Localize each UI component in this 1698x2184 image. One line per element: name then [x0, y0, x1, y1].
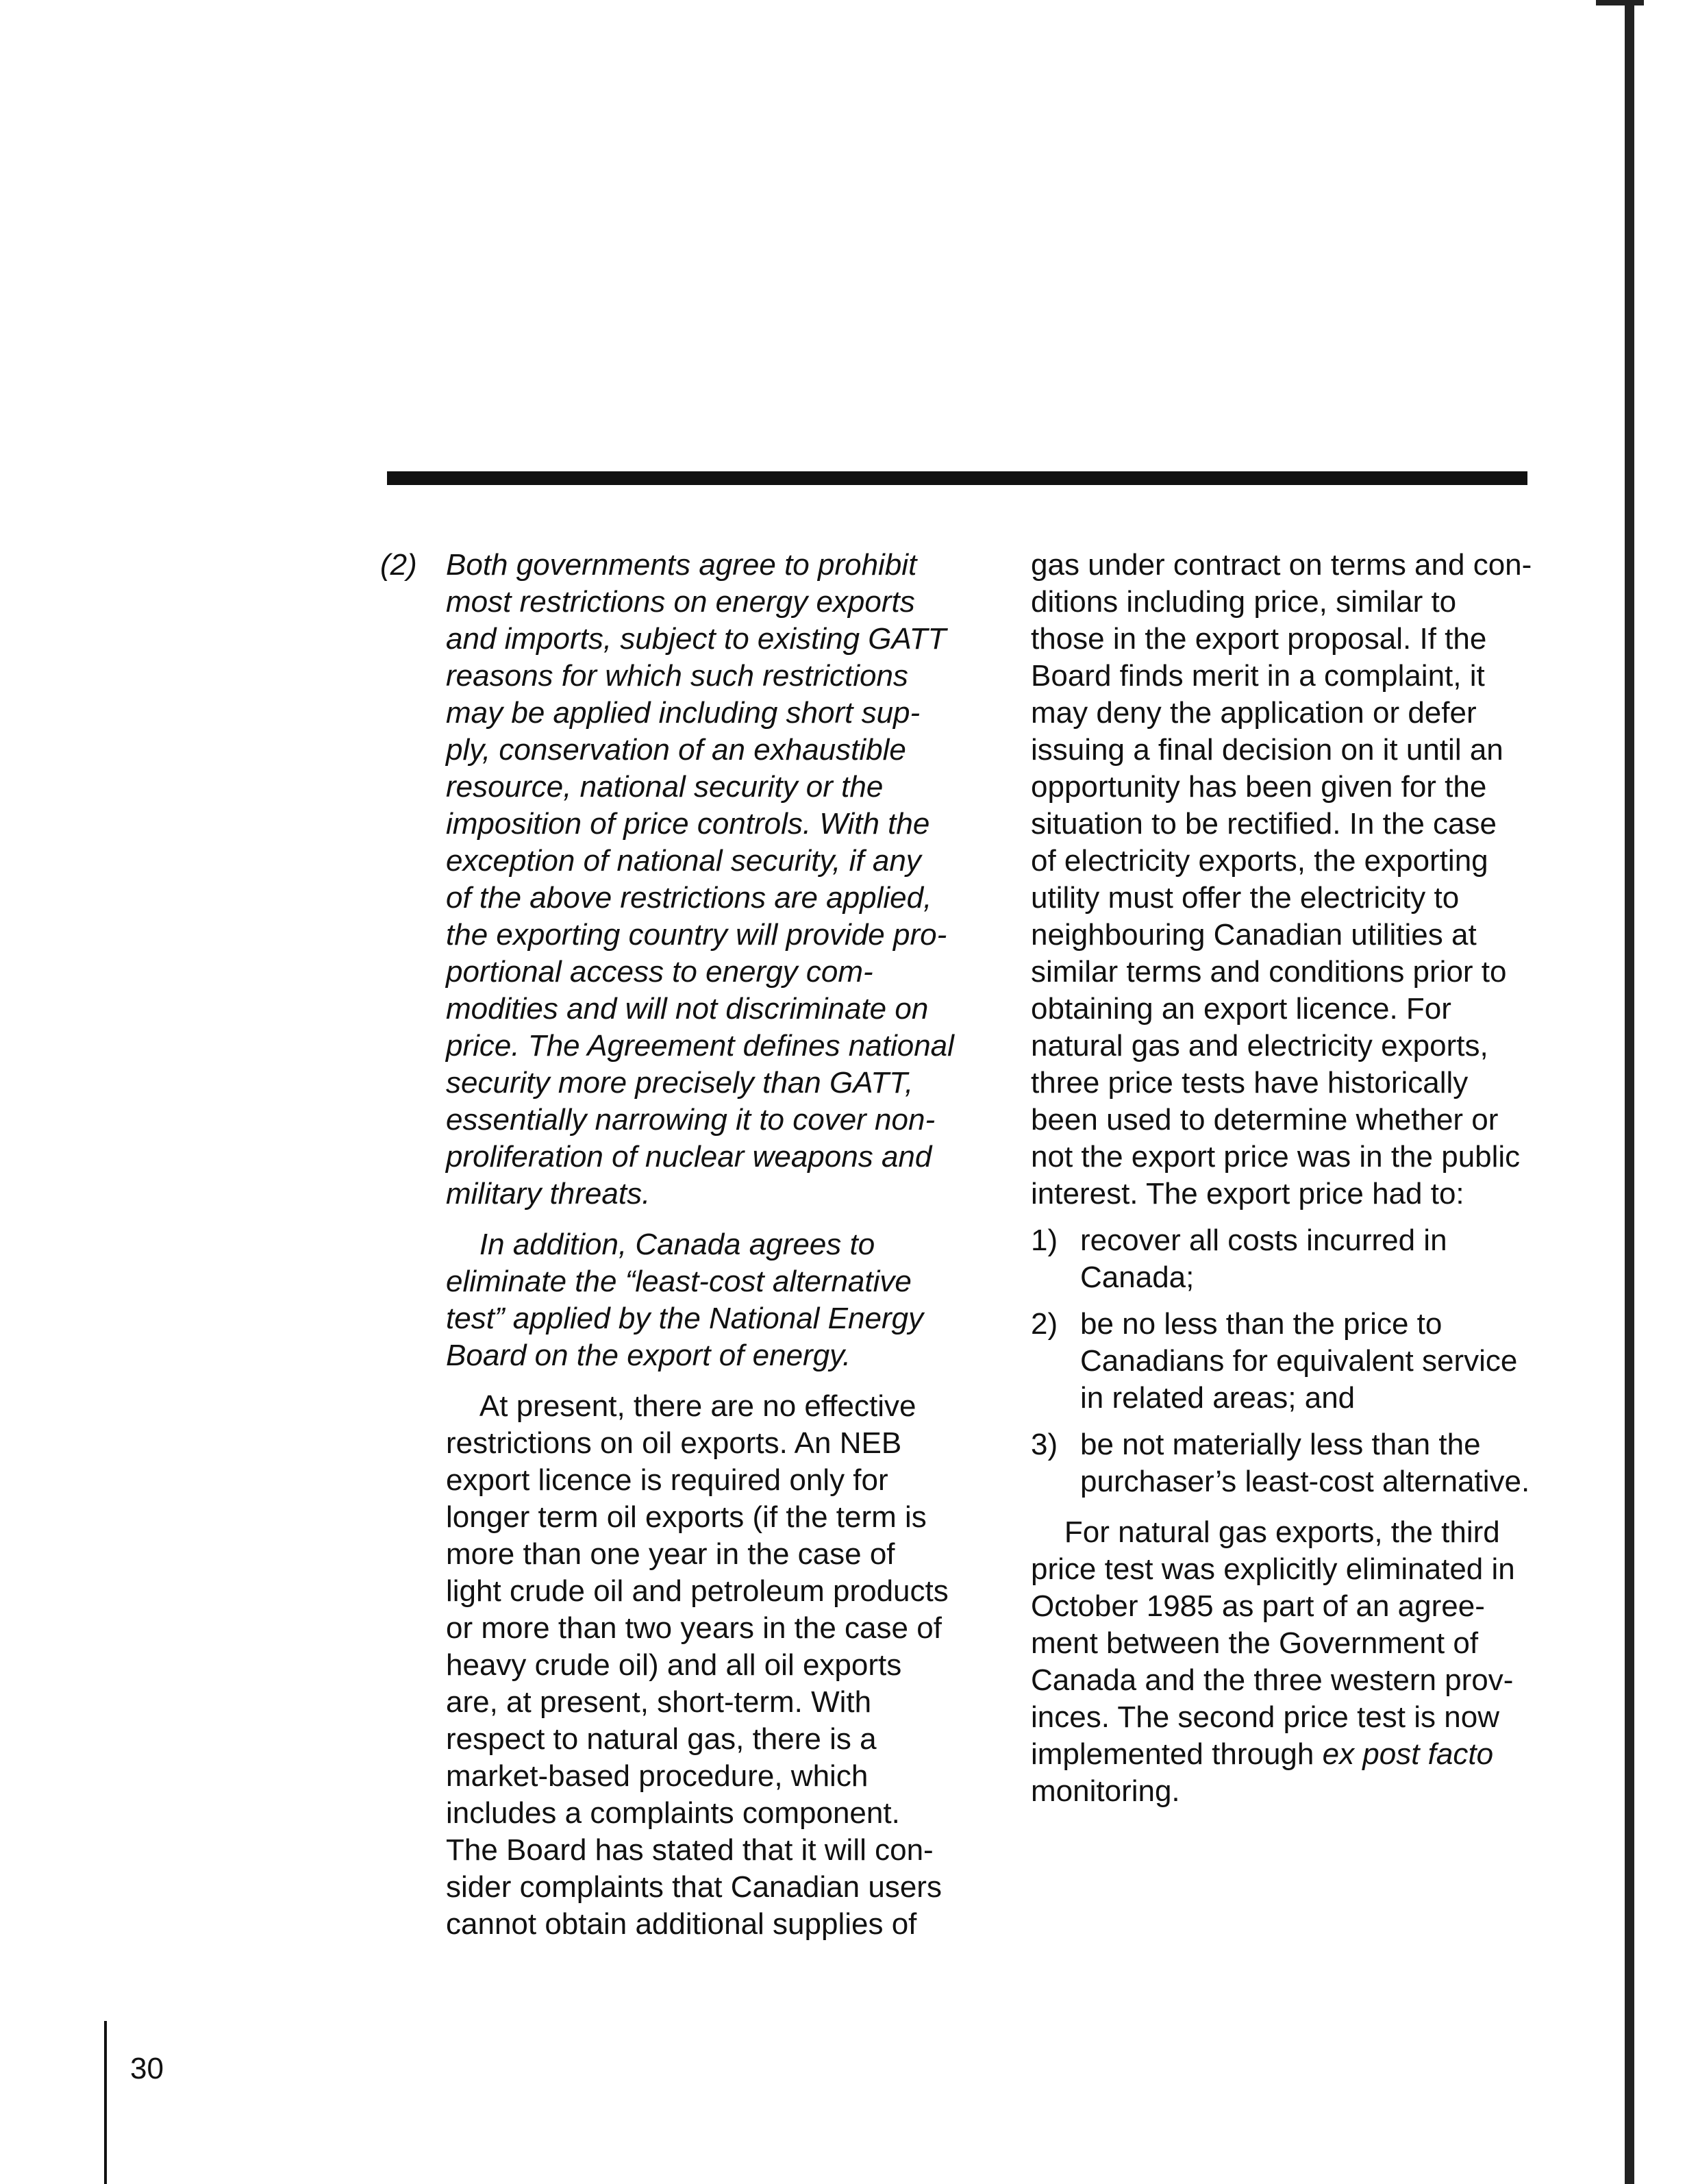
page-edge-shadow	[1625, 0, 1634, 2184]
text-line: the exporting country will provide pro-	[446, 918, 947, 952]
body-paragraph	[380, 1388, 949, 1943]
text-line: or more than two years in the case of	[446, 1611, 942, 1645]
text-line: In addition, Canada agrees to	[446, 1228, 875, 1261]
text-line: At present, there are no effective	[446, 1389, 916, 1423]
text-line: may deny the application or defer	[1031, 696, 1477, 730]
text-line: not the export price was in the public	[1031, 1140, 1521, 1174]
list-number: 3)	[1031, 1428, 1058, 1461]
text-line: are, at present, short-term. With	[446, 1685, 872, 1719]
text-line: export licence is required only for	[446, 1463, 888, 1497]
text-line: cannot obtain additional supplies of	[446, 1907, 917, 1941]
text-line: market-based procedure, which	[446, 1759, 869, 1793]
text-line: test” applied by the National Energy	[446, 1302, 924, 1335]
text-line: security more precisely than GATT,	[446, 1066, 914, 1100]
text-line: light crude oil and petroleum products	[446, 1574, 949, 1608]
text-line: Both governments agree to prohibit	[446, 548, 917, 582]
text-line: resource, national security or the	[446, 770, 884, 804]
page-edge-cap	[1596, 0, 1644, 5]
text-line: ditions including price, similar to	[1031, 585, 1457, 619]
list-number: 1)	[1031, 1224, 1058, 1257]
text-line: in related areas; and	[1080, 1381, 1356, 1415]
text-line: be no less than the price to	[1080, 1307, 1443, 1341]
text-line: ply, conservation of an exhaustible	[446, 733, 906, 767]
text-line: longer term oil exports (if the term is	[446, 1500, 927, 1534]
text-line: similar terms and conditions prior to	[1031, 955, 1507, 989]
list-number: 2)	[1031, 1307, 1058, 1341]
text-line: The Board has stated that it will con-	[446, 1833, 934, 1867]
text-line: inces. The second price test is now	[1031, 1700, 1499, 1734]
left-column	[380, 547, 954, 1943]
text-line: essentially narrowing it to cover non-	[446, 1103, 936, 1137]
italic-paragraph	[380, 1226, 942, 1374]
text-line: Canada and the three western prov-	[1031, 1663, 1514, 1697]
text-line: ment between the Government of	[1031, 1626, 1479, 1660]
text-line: neighbouring Canadian utilities at	[1031, 918, 1477, 952]
text-line: of the above restrictions are applied,	[446, 881, 932, 915]
list-item	[1031, 1222, 1599, 1296]
text-line: portional access to energy com-	[446, 955, 873, 989]
text-line: and imports, subject to existing GATT	[446, 622, 947, 656]
text-line: restrictions on oil exports. An NEB	[446, 1426, 902, 1460]
text-line: reasons for which such restrictions	[446, 659, 908, 693]
text-line: proliferation of nuclear weapons and	[446, 1140, 932, 1174]
text-line: natural gas and electricity exports,	[1031, 1029, 1488, 1063]
text-line: be not materially less than the	[1080, 1428, 1481, 1461]
text-line: interest. The export price had to:	[1031, 1177, 1464, 1211]
text-line: Canadians for equivalent service	[1080, 1344, 1518, 1378]
list-item	[1031, 1306, 1599, 1417]
body-paragraph	[1031, 547, 1599, 1213]
page-number: 30	[130, 2052, 164, 2085]
list-item	[1031, 1426, 1599, 1500]
footer-rule	[104, 2021, 107, 2184]
text-line: of electricity exports, the exporting	[1031, 844, 1488, 878]
text-line: Canada;	[1080, 1261, 1195, 1294]
text-line: October 1985 as part of an agree-	[1031, 1589, 1485, 1623]
text-line: most restrictions on energy exports	[446, 585, 915, 619]
text-line: monitoring.	[1031, 1774, 1180, 1808]
text-line: purchaser’s least-cost alternative.	[1080, 1465, 1530, 1498]
text-line: price test was explicitly eliminated in	[1031, 1552, 1515, 1586]
body-paragraph	[1031, 1514, 1599, 1810]
text-line: obtaining an export licence. For	[1031, 992, 1451, 1026]
text-line: heavy crude oil) and all oil exports	[446, 1648, 902, 1682]
text-line: utility must offer the electricity to	[1031, 881, 1460, 915]
text-line: exception of national security, if any	[446, 844, 921, 878]
text-line: eliminate the “least-cost alternative	[446, 1265, 912, 1298]
text-line: situation to be rectified. In the case	[1031, 807, 1497, 841]
text-line: Board finds merit in a complaint, it	[1031, 659, 1485, 693]
numbered-item-2	[380, 547, 954, 1213]
text-line: Board on the export of energy.	[446, 1339, 851, 1372]
text-line: sider complaints that Canadian users	[446, 1870, 942, 1904]
header-rule	[387, 471, 1527, 485]
text-line: price. The Agreement defines national	[446, 1029, 954, 1063]
text-line: imposition of price controls. With the	[446, 807, 930, 841]
right-column	[1031, 547, 1599, 1810]
text-line: those in the export proposal. If the	[1031, 622, 1487, 656]
text-line: gas under contract on terms and con-	[1031, 548, 1532, 582]
text-line: three price tests have historically	[1031, 1066, 1469, 1100]
text-line: respect to natural gas, there is a	[446, 1722, 877, 1756]
text-line	[1031, 1736, 1599, 1773]
text-line: more than one year in the case of	[446, 1537, 895, 1571]
text-line: For natural gas exports, the third	[1031, 1515, 1500, 1549]
text-line: may be applied including short sup-	[446, 696, 921, 730]
text-line: recover all costs incurred in	[1080, 1224, 1447, 1257]
text-line: been used to determine whether or	[1031, 1103, 1499, 1137]
text-line: opportunity has been given for the	[1031, 770, 1487, 804]
text-line: modities and will not discriminate on	[446, 992, 929, 1026]
text-line: includes a complaints component.	[446, 1796, 900, 1830]
text-line: issuing a final decision on it until an	[1031, 733, 1503, 767]
item-number: (2)	[380, 548, 417, 582]
text-line: military threats.	[446, 1177, 651, 1211]
italic-term: ex post facto	[1322, 1737, 1494, 1771]
text-run: implemented through	[1031, 1737, 1323, 1771]
